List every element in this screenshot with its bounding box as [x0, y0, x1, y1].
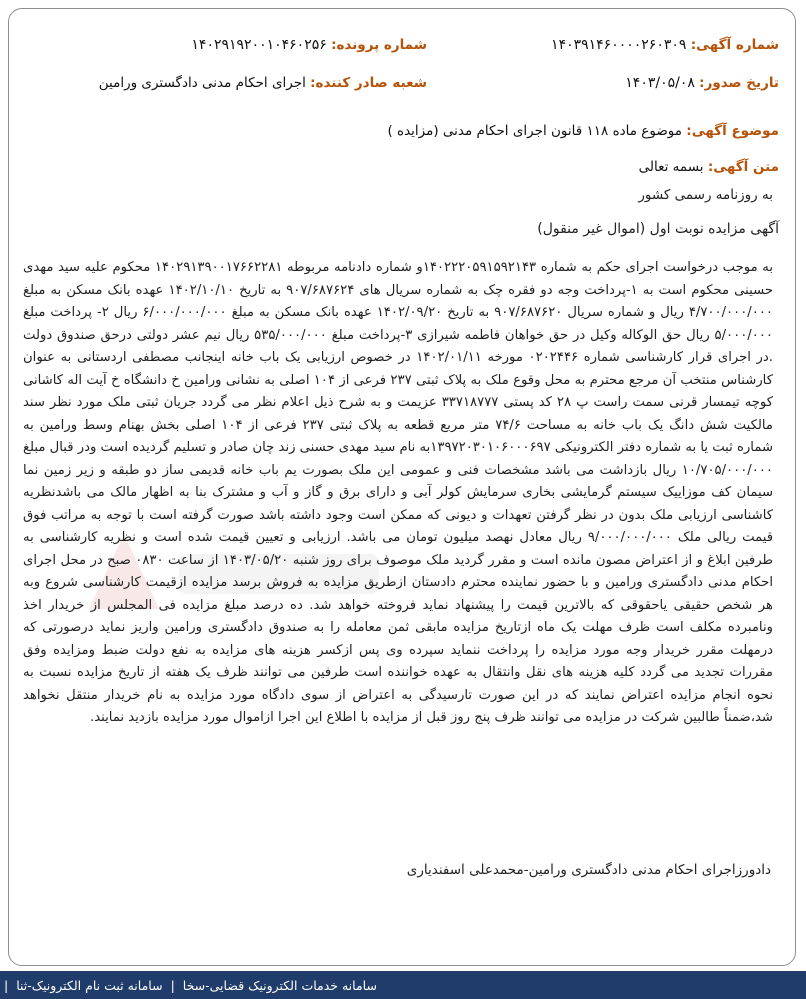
subject-row — [387, 123, 779, 139]
ad-number-row — [551, 37, 779, 53]
footer-link-sana[interactable]: سامانه ثبت نام الکترونیک-ثنا — [16, 977, 163, 993]
ad-body-paragraph: به موجب درخواست اجرای حکم به شماره ۱۴۰۲۲۲۰۵۹۱۵۹۲۱۴۳و شماره دادنامه مربوطه ۱۴۰۲۹۱۳۹۰۰۱۷۶۶۲۲۸۱ محکوم علیه سید مهدی حسینی محکوم است به ۱-پرداخت وجه دو فقره چک به شماره سریال های ۹۰۷/۶۸۷۶۲۴ به تاریخ ۱۴۰۲/۱۰/۱۰ عهده بانک مسکن به مبلغ ۴/۷۰۰/۰۰۰/۰۰۰ ریال و شماره سریال ۹۰۷/۶۸۷۶۲۰ به تاریخ ۱۴۰۲/۰۹/۲۰ عهده بانک مسکن به مبلغ ۶/۰۰۰/۰۰۰/۰۰۰ ریال ۲- پرداخت مبلغ ۵/۰۰۰/۰۰۰ ریال حق الوکاله وکیل در حق خواهان فاطمه شیرازی ۳-پرداخت مبلغ ۵۳۵/۰۰۰/۰۰۰ ریال نیم عشر دولتی درحق صندوق دولت .در اجرای قرار کارشناسی شماره ۰۲۰۲۴۴۶ مورخه ۱۴۰۲/۰۱/۱۱ در خصوص ارزیابی یک باب خانه اینجانب مصطفی اردستانی به عنوان کارشناس منتخب آن مرجع محترم به محل وقوع ملک به پلاک ثبتی ۲۳۷ فرعی از ۱۰۴ اصلی به نشانی ورامین خ دانشگاه خ آیت اله کاشانی کوچه تیمسار قرنی سمت راست پ ۲۸ کد پستی ۳۳۷۱۸۷۷۷ عزیمت و به شرح ذیل اعلام نظر می گردد جریان ثبتی ملک مورد نظر سند مالکیت شش دانگ یک باب خانه به مساحت ۷۴/۶ متر مربع قطعه به پلاک ثبتی ۲۳۷ فرعی از ۱۰۴ اصلی بخش بهنام وسط ورامین به شماره ثبت یا به شماره دفتر الکترونیکی ۱۳۹۷۲۰۳۰۱۰۶۰۰۰۶۹۷به نام سید مهدی حسنی زند چان صادر و تسلیم گردیده است ودر قبال مبلغ ۱۰/۷۰۵/۰۰۰/۰۰۰ ریال بازداشت می باشد مشخصات فنی و عمومی این ملک بصورت یم باب خانه قدیمی ساز دو طبقه و زیر زمین نما سیمان کف موزاییک سیستم گرمایشی بخاری سرمایش کولر آبی و دارای برق و گاز و آب و مشترک بنا به اظهار مالک می باشدنظریه کاشناسی ارزیابی ملک بدون در نظر گرفتن تعهدات و دیونی که ممکن است وجود داشته باشد صورت گرفته است با توجه به مراتب فوق قیمت ریالی ملک ۹/۰۰۰/۰۰۰/۰۰۰ ریال معادل نهصد میلیون تومان می باشد. ارزیابی و تعیین قیمت شده است و نظریه کارشناسی به طرفین ابلاغ و از اعتراض مصون مانده است و مقرر گردید ملک موصوف برای روز شنبه ۱۴۰۳/۰۵/۲۰ از ساعت ۰۸۳۰ صبح در محل اجرای احکام مدنی دادگستری ورامین و با حضور نماینده محترم دادستان ازطریق مزایده به فروش برسد مزایده ازقیمت کارشناسی شروع وبه هر شخص حقیقی یاحقوقی که بالاترین قیمت را پیشنهاد نماید فروخته خواهد شد. ده درصد مبلغ مزایده فی المجلس از خریدار اخذ ونامبرده مکلف است ظرف مهلت یک ماه ازتاریخ مزایده مابقی ثمن معامله را به صندوق دادگستری ورامین واریز نماید درصورتی که درمهلت مقرر خریدار وجه مورد مزایده را پرداخت ننماید سپرده وی پس ازکسر هزینه های مزایده به نفع دولت ضبط ومزایده وفق مقررات تجدید می گردد کلیه هزینه های نقل وانتقال به عهده خواننده است طرفین می توانند ظرف یک هفته از تاریخ مزایده نسبت به نحوه انجام مزایده اعتراض نمایند که در این صورت تارسیدگی به اعتراض از سوی دادگاه مورد مزایده به نام خریدار منتقل نخواهد شد،ضمناً طالبین شرکت در مزایده می توانند ظرف پنج روز قبل از مزایده با اطلاع این اجرا ازاموال مورد مزایده بازدید نمایند. — [23, 260, 774, 725]
subject-label: موضوع آگهی: — [686, 123, 779, 139]
newspaper-line: به روزنامه رسمی کشور — [638, 187, 773, 203]
signature: دادورزاجرای احکام مدنی دادگستری ورامین-محمدعلی اسفندیاری — [406, 862, 771, 878]
ad-body — [23, 257, 773, 730]
branch-row — [99, 75, 427, 91]
footer-link-sakha[interactable]: سامانه خدمات الکترونیک قضایی-سخا — [182, 977, 377, 993]
file-number-row — [191, 37, 427, 53]
file-number-label: شماره پرونده: — [331, 37, 427, 53]
salutation: بسمه تعالی — [638, 159, 704, 175]
footer-separator-end: | — [4, 977, 9, 993]
auction-heading: آگهی مزایده نوبت اول (اموال غیر منقول) — [537, 221, 779, 237]
ad-number-label: شماره آگهی: — [690, 37, 779, 53]
footer-separator: | — [170, 977, 175, 993]
branch-label: شعبه صادر کننده: — [310, 75, 427, 91]
subject-text: موضوع ماده ۱۱۸ قانون اجرای احکام مدنی (مزایده ) — [387, 123, 682, 139]
issue-date-label: تاریخ صدور: — [699, 75, 779, 91]
ad-number: ۱۴۰۳۹۱۴۶۰۰۰۰۲۶۰۳۰۹ — [551, 37, 687, 53]
footer-bar — [0, 971, 806, 999]
file-number: ۱۴۰۲۹۱۹۲۰۰۱۰۴۶۰۲۵۶ — [191, 37, 327, 53]
branch-name: اجرای احکام مدنی دادگستری ورامین — [98, 75, 306, 91]
ad-document — [8, 8, 796, 966]
text-label-row — [639, 159, 779, 175]
issue-date: ۱۴۰۳/۰۵/۰۸ — [625, 75, 695, 91]
text-label: متن آگهی: — [707, 159, 779, 175]
issue-date-row — [625, 75, 779, 91]
